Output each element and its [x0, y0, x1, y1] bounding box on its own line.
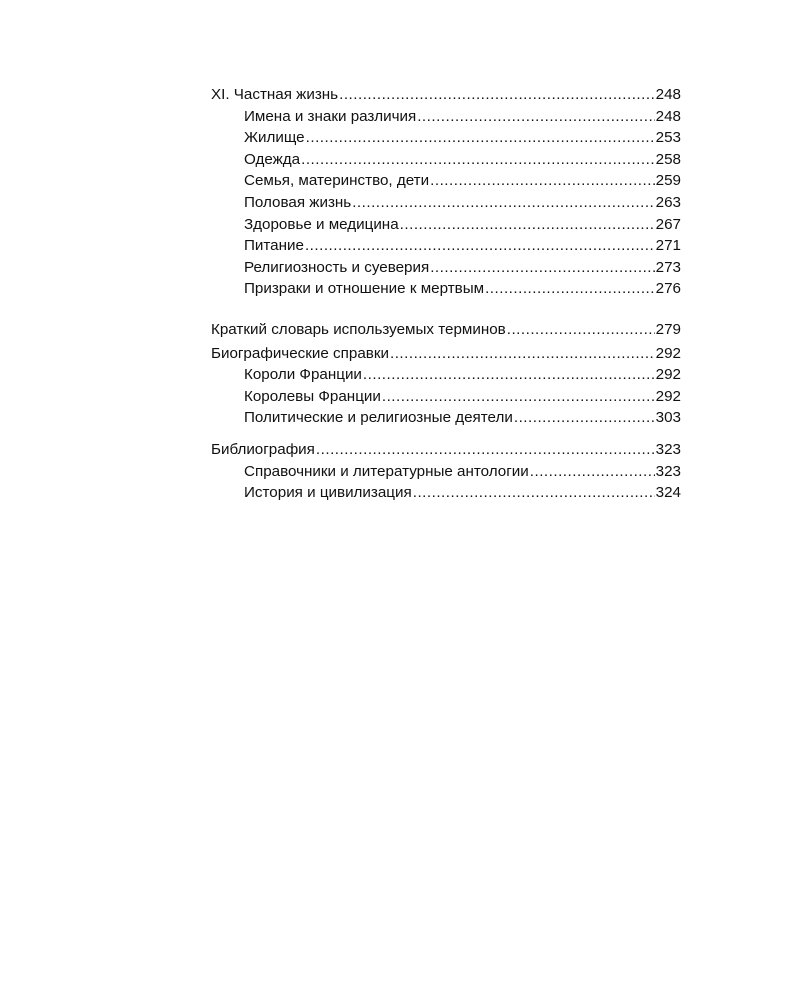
dot-leader: [485, 278, 655, 300]
toc-entry-title: Здоровье и медицина: [244, 215, 399, 233]
toc-entry-title: Имена и знаки различия: [244, 107, 417, 125]
toc-subentry: [211, 192, 681, 214]
toc-group-bibliography: [211, 439, 681, 504]
dot-leader: [430, 257, 654, 279]
dot-leader: [430, 170, 655, 192]
toc-entry-page: 303: [655, 409, 681, 427]
toc-subentry: [211, 386, 681, 408]
toc-entry-title: Библиография: [211, 440, 315, 458]
dot-leader: [400, 214, 655, 236]
toc-entry-page: 267: [655, 215, 681, 233]
dot-leader: [507, 319, 655, 341]
toc-entry: [211, 319, 681, 341]
toc-entry-title: Семья, материнство, дети: [244, 172, 430, 190]
dot-leader: [413, 482, 655, 504]
toc-subentry: [211, 257, 681, 279]
dot-leader: [306, 127, 655, 149]
toc-subentry: [211, 235, 681, 257]
toc-entry-page: 292: [655, 344, 681, 362]
toc-entry-title: Жилище: [244, 129, 305, 147]
toc-entry-title: Биографические справки: [211, 344, 389, 362]
toc-group-private-life: [211, 84, 681, 300]
toc-entry-title: Королевы Франции: [244, 387, 381, 405]
dot-leader: [339, 84, 655, 106]
toc-entry: [211, 343, 681, 365]
toc-entry-title: Краткий словарь используемых терминов: [211, 320, 506, 338]
toc-subentry: [211, 127, 681, 149]
toc-entry-title: Короли Франции: [244, 366, 362, 384]
toc-entry-page: 258: [655, 150, 681, 168]
toc-subentry: [211, 278, 681, 300]
toc-entry-page: 248: [655, 86, 681, 103]
toc-entry-page: 323: [655, 440, 681, 458]
toc-entry-page: 324: [655, 484, 681, 502]
toc-entry: [211, 84, 681, 106]
toc-entry-page: 271: [655, 237, 681, 255]
dot-leader: [305, 235, 655, 257]
toc-entry-page: 273: [655, 258, 681, 276]
toc-entry-title: Одежда: [244, 150, 301, 168]
toc-entry-title: Политические и религиозные деятели: [244, 409, 513, 427]
dot-leader: [363, 364, 655, 386]
toc-entry-title: Религиозность и суеверия: [244, 258, 430, 276]
dot-leader: [382, 386, 655, 408]
toc-entry-title: Призраки и отношение к мертвым: [244, 280, 485, 298]
dot-leader: [514, 407, 655, 429]
table-of-contents: [211, 84, 681, 504]
toc-subentry: [211, 214, 681, 236]
toc-entry-page: 248: [655, 107, 681, 125]
toc-entry-page: 259: [655, 172, 681, 190]
toc-entry-title: История и цивилизация: [244, 484, 412, 502]
dot-leader: [390, 343, 655, 365]
toc-entry-title: Половая жизнь: [244, 193, 352, 211]
toc-group-glossary-biographies: [211, 319, 681, 429]
toc-subentry: [211, 149, 681, 171]
toc-entry-title: Питание: [244, 237, 304, 255]
toc-subentry: [211, 170, 681, 192]
toc-subentry: [211, 364, 681, 386]
toc-entry: [211, 439, 681, 461]
toc-entry-page: 263: [655, 193, 681, 211]
dot-leader: [530, 461, 655, 483]
dot-leader: [301, 149, 655, 171]
toc-subentry: [211, 106, 681, 128]
toc-subentry: [211, 482, 681, 504]
toc-subentry: [211, 407, 681, 429]
toc-entry-page: 253: [655, 129, 681, 147]
toc-entry-page: 292: [655, 366, 681, 384]
dot-leader: [352, 192, 654, 214]
toc-entry-page: 279: [655, 320, 681, 338]
toc-entry-title: XI. Частная жизнь: [211, 86, 339, 103]
dot-leader: [417, 106, 654, 128]
toc-entry-page: 292: [655, 387, 681, 405]
toc-subentry: [211, 461, 681, 483]
toc-entry-page: 323: [655, 462, 681, 480]
dot-leader: [316, 439, 655, 461]
toc-entry-page: 276: [655, 280, 681, 298]
toc-entry-title: Справочники и литературные антологии: [244, 462, 529, 480]
